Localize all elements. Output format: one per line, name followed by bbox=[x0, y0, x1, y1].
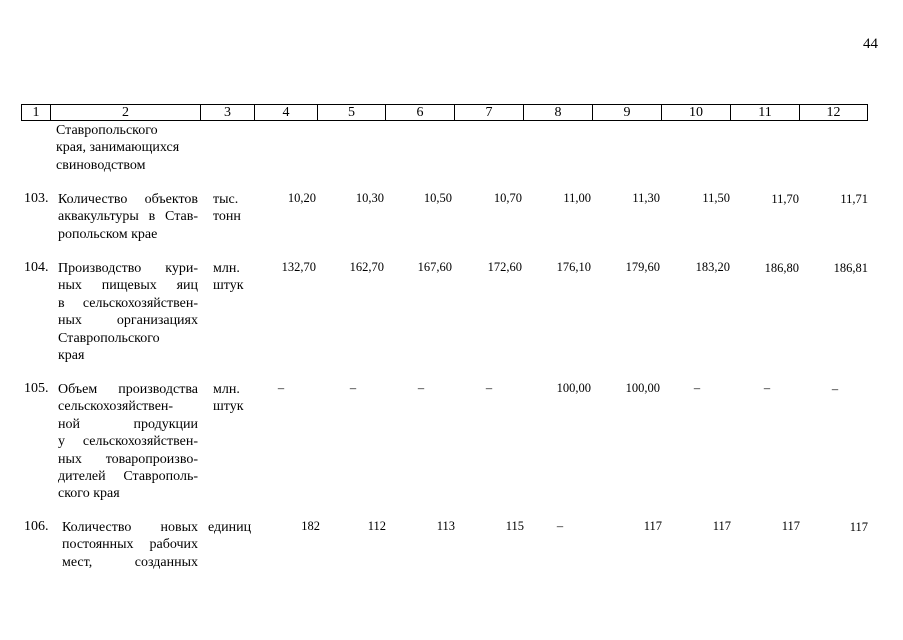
row-name-line: в сельскохозяйствен- bbox=[58, 295, 198, 311]
row-unit-line: тыс. bbox=[213, 192, 239, 207]
value-col-6: 167,60 bbox=[417, 260, 452, 274]
value-col-12: 11,71 bbox=[840, 192, 868, 206]
row-name-line: ных товаропроизво- bbox=[58, 451, 198, 467]
value-col-5: 10,30 bbox=[355, 191, 384, 205]
value-col-10: 117 bbox=[712, 519, 731, 533]
row-unit bbox=[213, 260, 244, 295]
row-unit bbox=[213, 381, 244, 416]
row-name-line: аквакультуры в Став- bbox=[58, 209, 198, 225]
value-col-9: 117 bbox=[643, 519, 662, 533]
header-col-10: 10 bbox=[662, 105, 731, 120]
header-col-6: 6 bbox=[386, 105, 455, 120]
value-col-9: 179,60 bbox=[625, 260, 660, 274]
header-col-5: 5 bbox=[318, 105, 386, 120]
value-col-4: 132,70 bbox=[281, 260, 316, 274]
row-name-line: Количество новых bbox=[62, 520, 198, 535]
value-col-6: – bbox=[417, 381, 425, 395]
row-name bbox=[58, 260, 198, 364]
value-col-7: 172,60 bbox=[487, 260, 522, 274]
continuation-text bbox=[56, 122, 179, 174]
row-name bbox=[58, 191, 198, 243]
value-col-6: 10,50 bbox=[423, 191, 452, 205]
header-col-1: 1 bbox=[22, 105, 51, 120]
table-header-row bbox=[21, 104, 868, 121]
row-name-line: ропольском крае bbox=[58, 226, 158, 242]
value-col-7: 115 bbox=[505, 519, 524, 533]
header-col-4: 4 bbox=[255, 105, 318, 120]
row-unit-line: млн. bbox=[213, 261, 240, 276]
row-name bbox=[58, 381, 198, 503]
value-col-6: 113 bbox=[436, 519, 455, 533]
value-col-5: – bbox=[349, 381, 357, 395]
value-col-12: 186,81 bbox=[833, 261, 868, 275]
header-col-7: 7 bbox=[455, 105, 524, 120]
row-name-line: ной продукции bbox=[58, 416, 198, 432]
row-unit-line: штук bbox=[213, 399, 244, 415]
value-col-7: – bbox=[485, 381, 493, 395]
row-unit-line: штук bbox=[213, 278, 244, 294]
value-col-8: – bbox=[556, 519, 564, 533]
header-col-3: 3 bbox=[201, 105, 255, 120]
header-col-9: 9 bbox=[593, 105, 662, 120]
continuation-line: края, занимающихся bbox=[56, 140, 180, 156]
row-name-line: постоянных рабочих bbox=[62, 537, 198, 553]
value-col-11: 117 bbox=[781, 519, 800, 533]
row-name-line: Количество объектов bbox=[58, 192, 198, 207]
value-col-10: 11,50 bbox=[702, 191, 730, 205]
row-unit-line: млн. bbox=[213, 382, 240, 397]
row-index: 103. bbox=[24, 191, 49, 206]
row-unit-line: тонн bbox=[213, 209, 241, 225]
value-col-7: 10,70 bbox=[493, 191, 522, 205]
page-number: 44 bbox=[863, 36, 878, 52]
value-col-4: 10,20 bbox=[287, 191, 316, 205]
row-name-line: сельскохозяйствен- bbox=[58, 399, 174, 415]
row-name-line: Ставропольского bbox=[58, 330, 160, 346]
continuation-line: свиноводством bbox=[56, 157, 146, 173]
value-col-5: 112 bbox=[367, 519, 386, 533]
row-name-line: ных организациях bbox=[58, 313, 198, 329]
row-name bbox=[62, 519, 198, 571]
value-col-8: 100,00 bbox=[556, 381, 591, 395]
row-name-line: ского края bbox=[58, 486, 120, 502]
value-col-9: 100,00 bbox=[625, 381, 660, 395]
row-index: 104. bbox=[24, 260, 49, 275]
value-col-9: 11,30 bbox=[632, 191, 660, 205]
value-col-11: 11,70 bbox=[771, 192, 799, 206]
row-unit-line: единиц bbox=[208, 520, 252, 535]
value-col-4: 182 bbox=[301, 519, 320, 533]
value-col-4: – bbox=[277, 381, 285, 395]
value-col-8: 176,10 bbox=[556, 260, 591, 274]
header-col-8: 8 bbox=[524, 105, 593, 120]
row-unit bbox=[208, 519, 251, 536]
value-col-11: – bbox=[763, 381, 771, 395]
header-col-12: 12 bbox=[826, 105, 841, 120]
row-index: 105. bbox=[24, 381, 49, 396]
row-name-line: дителей Ставрополь- bbox=[58, 469, 198, 485]
value-col-10: – bbox=[693, 381, 701, 395]
header-col-11: 11 bbox=[731, 105, 800, 120]
row-name-line: Производство кури- bbox=[58, 261, 198, 276]
value-col-11: 186,80 bbox=[764, 261, 799, 275]
value-col-8: 11,00 bbox=[563, 191, 591, 205]
row-unit bbox=[213, 191, 241, 226]
row-name-line: Объем производства bbox=[58, 382, 198, 397]
value-col-12: – bbox=[831, 382, 839, 396]
row-name-line: мест, созданных bbox=[62, 554, 198, 570]
row-name-line: ных пищевых яиц bbox=[58, 278, 198, 294]
row-name-line: края bbox=[58, 348, 85, 364]
row-name-line: у сельскохозяйствен- bbox=[58, 434, 198, 450]
row-index: 106. bbox=[24, 519, 49, 534]
continuation-line: Ставропольского bbox=[56, 123, 158, 138]
header-col-2: 2 bbox=[51, 105, 201, 120]
value-col-5: 162,70 bbox=[349, 260, 384, 274]
value-col-12: 117 bbox=[849, 520, 868, 534]
value-col-10: 183,20 bbox=[695, 260, 730, 274]
